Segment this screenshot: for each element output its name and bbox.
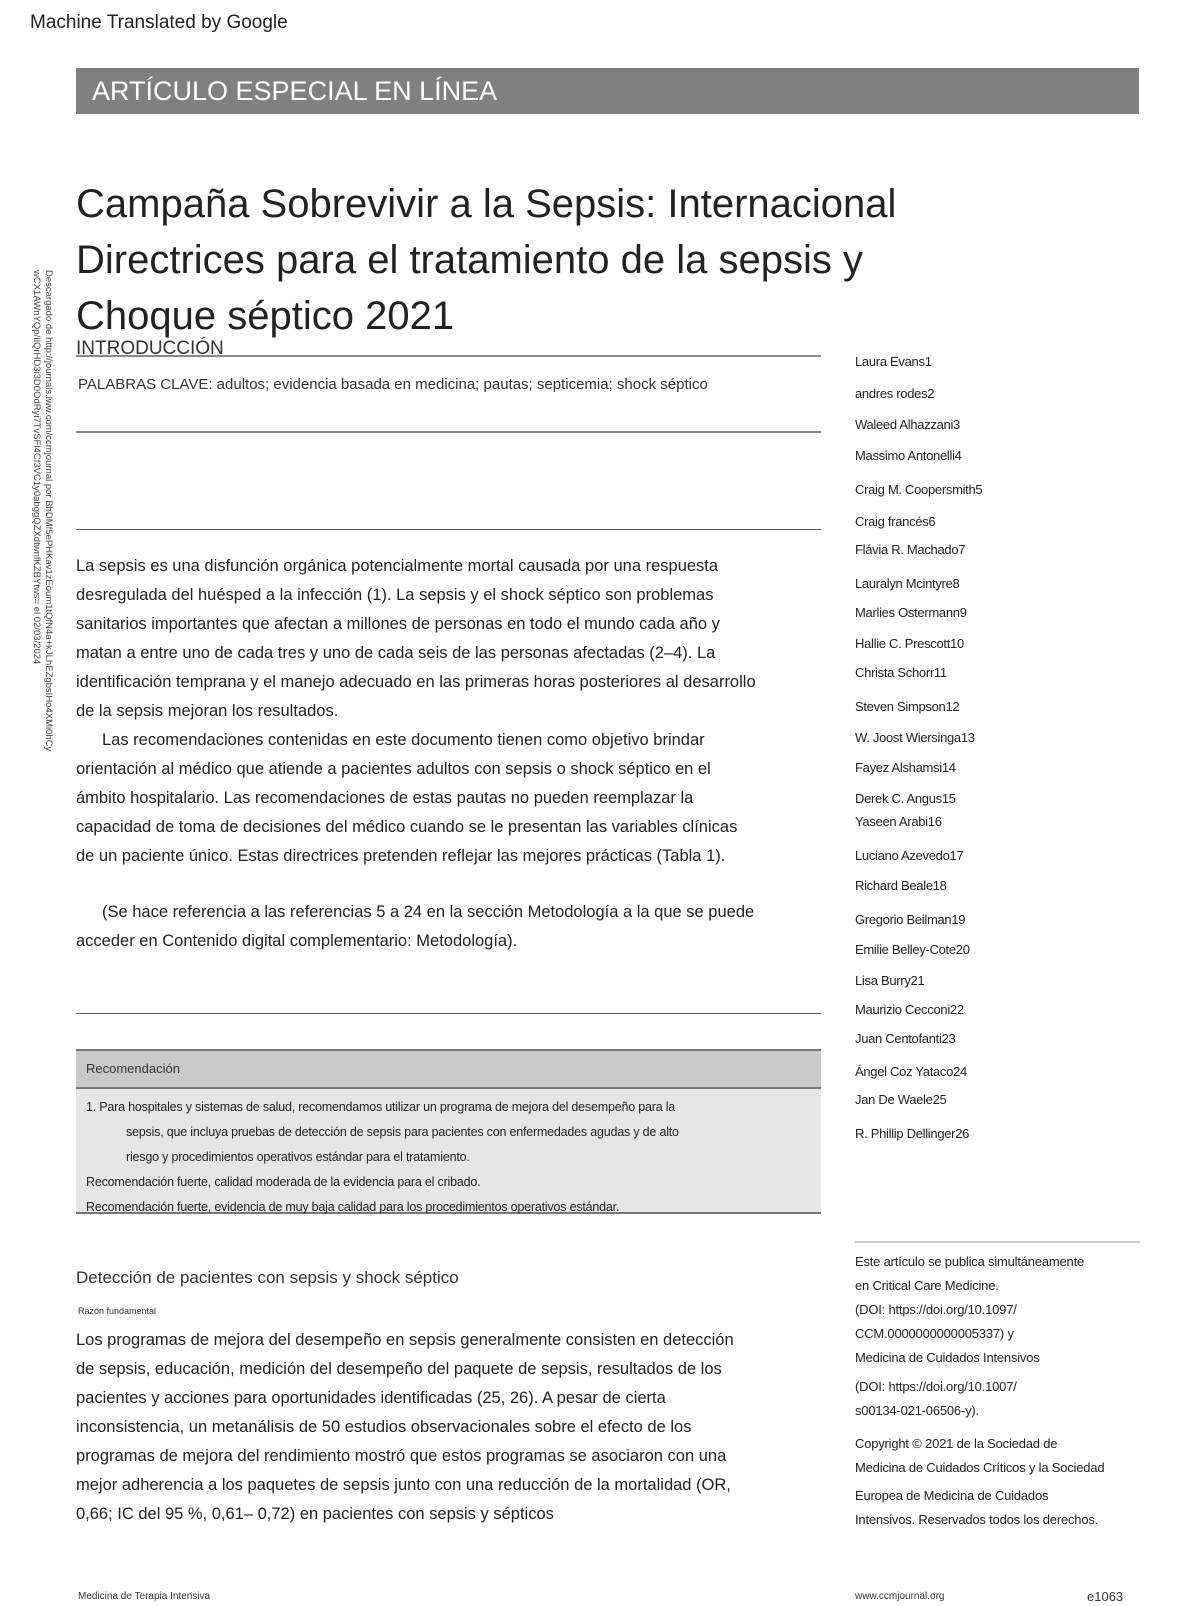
author-name: Lisa Burry21: [855, 973, 925, 988]
note-line: Medicina de Cuidados Intensivos: [855, 1350, 1040, 1365]
download-watermark-line: wCX1AWnYQp/IlQrHD3i3D0OdRyi7TvSFl4Cf3VC1y0abggQZXdtwnfKZBYtws= el 02/03/2024: [31, 270, 42, 665]
author-name: Craig francés6: [855, 514, 936, 529]
note-line: Este artículo se publica simultáneamente: [855, 1254, 1085, 1269]
note-line: (DOI: https://doi.org/10.1097/: [855, 1302, 1017, 1317]
recommendation-line: sepsis, que incluya pruebas de detección de sepsis para pacientes con enfermedades agudas y de alto: [126, 1125, 679, 1139]
footer-page-number: e1063: [1087, 1589, 1124, 1604]
text-line: (Se hace referencia a las referencias 5 a 24 en la sección Metodología a la que se puede: [102, 903, 755, 921]
text-line: desregulada del huésped a la infección (1). La sepsis y el shock séptico son problemas: [76, 586, 714, 604]
text-line: sanitarios importantes que afectan a millones de personas en todo el mundo cada año y: [76, 615, 720, 633]
footer-journal: Medicina de Terapia Intensiva: [78, 1591, 211, 1602]
copyright-note: [855, 1432, 1155, 1480]
text-line: programas de mejora del rendimiento mostró que estos programas se asociaron con una: [76, 1447, 727, 1465]
download-watermark-line: Descargado de http://journals.lww.com/ccmjournal por BhDMf5ePHKav1zEoum1tQfN4a+kJLhEZgbsIHo4XMi0hCy: [43, 270, 54, 752]
author-name: Christa Schorr11: [855, 665, 947, 680]
divider: [76, 431, 821, 433]
author-name: Flávia R. Machado7: [855, 542, 966, 557]
article-title: [76, 176, 1036, 344]
author-name: Luciano Azevedo17: [855, 848, 964, 863]
author-name: Massimo Antonelli4: [855, 448, 962, 463]
author-name: Fayez Alshamsi14: [855, 760, 956, 775]
machine-translated-banner: Machine Translated by Google: [30, 12, 288, 33]
body-paragraph-4: [76, 1326, 836, 1529]
note-line: s00134-021-06506-y).: [855, 1403, 979, 1418]
author-name: Hallie C. Prescott10: [855, 636, 964, 651]
text-line: pacientes y acciones para oportunidades identificadas (25, 26). A pesar de cierta: [76, 1389, 666, 1407]
recommendation-line: riesgo y procedimientos operativos estándar para el tratamiento.: [126, 1150, 470, 1164]
text-line: de un paciente único. Estas directrices pretenden reflejar las mejores prácticas (Tabla 1).: [76, 847, 726, 865]
note-line: en Critical Care Medicine.: [855, 1278, 999, 1293]
title-line: Choque séptico 2021: [76, 294, 455, 338]
divider: [76, 355, 821, 357]
author-name: Laura Evans1: [855, 354, 932, 369]
title-line: Directrices para el tratamiento de la sepsis y: [76, 238, 863, 282]
text-line: de la sepsis mejoran los resultados.: [76, 702, 339, 720]
text-line: La sepsis es una disfunción orgánica potencialmente mortal causada por una respuesta: [76, 557, 719, 575]
author-name: Emilie Belley-Cote20: [855, 942, 970, 957]
author-name: R. Phillip Dellinger26: [855, 1126, 970, 1141]
author-name: Lauralyn Mcintyre8: [855, 576, 960, 591]
text-line: capacidad de toma de decisiones del médico cuando se le presentan las variables clínicas: [76, 818, 738, 836]
author-name: Richard Beale18: [855, 878, 947, 893]
text-line: acceder en Contenido digital complementario: Metodología).: [76, 932, 518, 950]
recommendation-box: [76, 1049, 821, 1214]
author-name: Maurizio Cecconi22: [855, 1002, 964, 1017]
download-watermark: [30, 270, 54, 790]
footer-website: www.ccmjournal.org: [855, 1591, 945, 1602]
note-line: (DOI: https://doi.org/10.1007/: [855, 1379, 1017, 1394]
doi-note: [855, 1375, 1155, 1423]
author-name: Jan De Waele25: [855, 1092, 947, 1107]
recommendation-strength: Recomendación fuerte, evidencia de muy baja calidad para los procedimientos operativos estándar.: [86, 1200, 620, 1214]
sidenote-divider: [855, 1241, 1140, 1243]
text-line: 0,66; IC del 95 %, 0,61– 0,72) en pacientes con sepsis y sépticos: [76, 1505, 554, 1523]
divider: [76, 1013, 821, 1014]
text-line: Las recomendaciones contenidas en este documento tienen como objetivo brindar: [102, 731, 705, 749]
publication-note: [855, 1250, 1155, 1370]
author-name: Ángel Coz Yataco24: [855, 1064, 967, 1079]
author-name: Derek C. Angus15: [855, 791, 956, 806]
author-name: Waleed Alhazzani3: [855, 417, 960, 432]
author-name: Steven Simpson12: [855, 699, 960, 714]
text-line: ámbito hospitalario. Las recomendaciones de estas pautas no pueden reemplazar la: [76, 789, 694, 807]
text-line: orientación al médico que atiende a pacientes adultos con sepsis o shock séptico en el: [76, 760, 711, 778]
body-paragraph-1: [76, 552, 836, 871]
rights-note: [855, 1484, 1155, 1532]
note-line: CCM.0000000000005337) y: [855, 1326, 1014, 1341]
note-line: Medicina de Cuidados Críticos y la Sociedad: [855, 1460, 1105, 1475]
text-line: de sepsis, educación, medición del desempeño del paquete de sepsis, resultados de los: [76, 1360, 722, 1378]
author-name: Juan Centofanti23: [855, 1031, 956, 1046]
author-name: Marlies Ostermann9: [855, 605, 967, 620]
author-name: andres rodes2: [855, 386, 935, 401]
recommendation-header: Recomendación: [76, 1051, 821, 1089]
subsection-heading: Detección de pacientes con sepsis y shock séptico: [76, 1268, 459, 1287]
text-line: inconsistencia, un metanálisis de 50 estudios observacionales sobre el efecto de los: [76, 1418, 692, 1436]
text-line: matan a entre uno de cada tres y uno de cada seis de las personas afectadas (2–4). La: [76, 644, 716, 662]
note-line: Copyright © 2021 de la Sociedad de: [855, 1436, 1058, 1451]
keywords: PALABRAS CLAVE: adultos; evidencia basada en medicina; pautas; septicemia; shock séptico: [78, 376, 708, 393]
text-line: Los programas de mejora del desempeño en sepsis generalmente consisten en detección: [76, 1331, 734, 1349]
recommendation-body: [76, 1089, 821, 1220]
author-name: Yaseen Arabi16: [855, 814, 942, 829]
title-line: Campaña Sobrevivir a la Sepsis: Internacional: [76, 182, 897, 226]
text-line: mejor adherencia a los paquetes de sepsis junto con una reducción de la mortalidad (OR,: [76, 1476, 731, 1494]
recommendation-strength: Recomendación fuerte, calidad moderada de la evidencia para el cribado.: [86, 1175, 481, 1189]
body-paragraph-3: [76, 898, 836, 956]
intro-heading: INTRODUCCIÓN: [76, 338, 224, 359]
author-name: W. Joost Wiersinga13: [855, 730, 975, 745]
author-name: Gregorio Beilman19: [855, 912, 966, 927]
recommendation-line: 1. Para hospitales y sistemas de salud, recomendamos utilizar un programa de mejora del desempeño para la: [86, 1100, 676, 1114]
rationale-label: Razón fundamental: [78, 1306, 157, 1316]
article-type-banner: ARTÍCULO ESPECIAL EN LÍNEA: [76, 68, 1139, 114]
divider: [76, 529, 821, 530]
author-name: Craig M. Coopersmith5: [855, 482, 983, 497]
note-line: Europea de Medicina de Cuidados: [855, 1488, 1049, 1503]
text-line: identificación temprana y el manejo adecuado en las primeras horas posteriores al desarrollo: [76, 673, 756, 691]
note-line: Intensivos. Reservados todos los derechos.: [855, 1512, 1099, 1527]
